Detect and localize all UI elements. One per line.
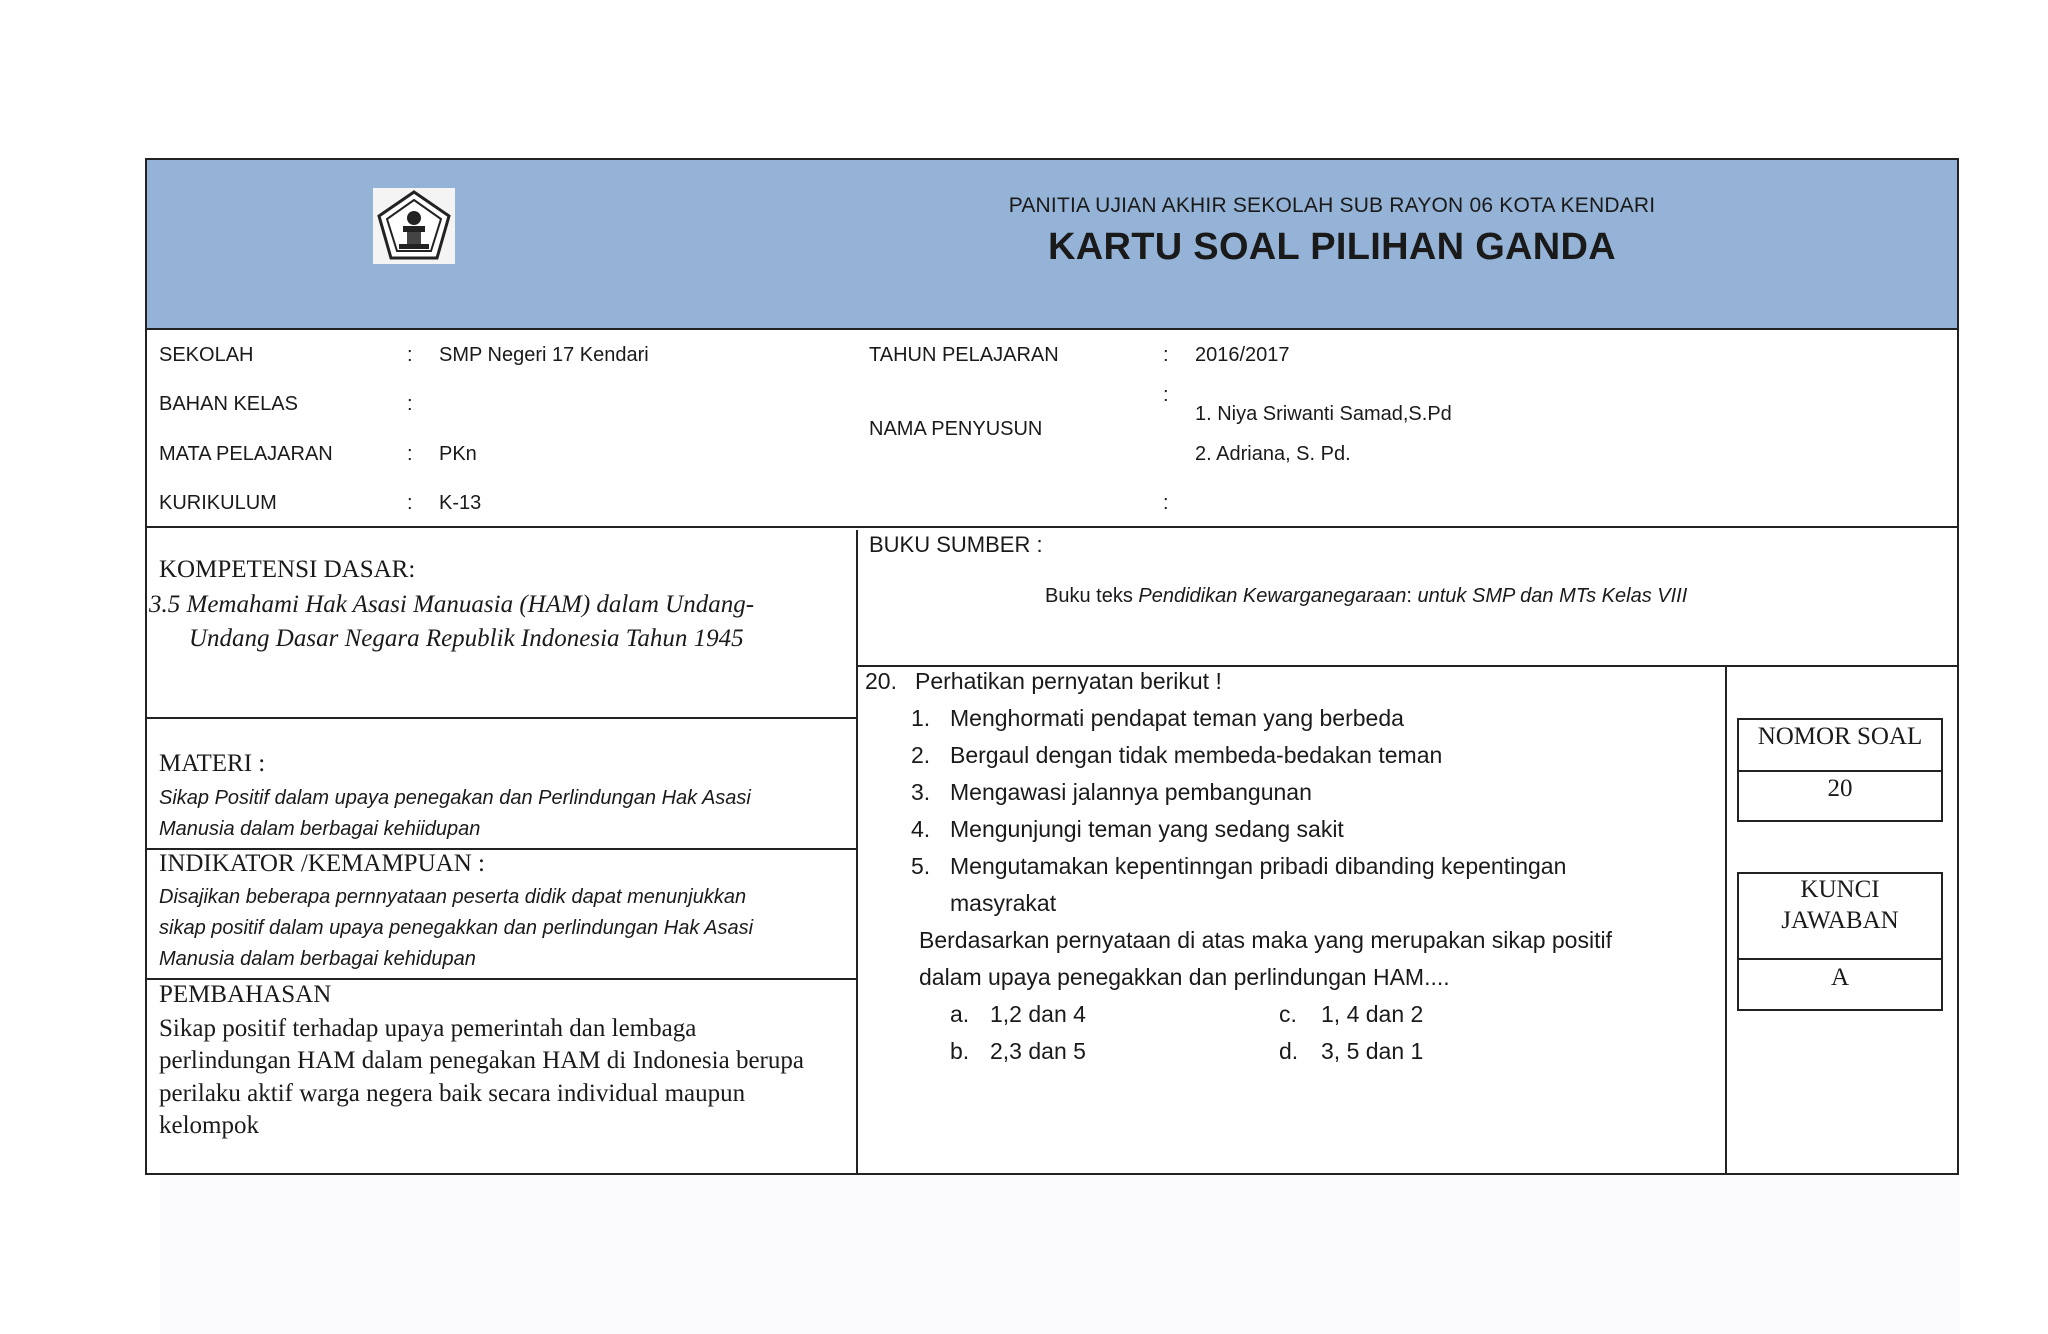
question-prompt-line2: dalam upaya penegakkan dan perlindungan HAM.... (919, 964, 1450, 990)
side-divider (1725, 665, 1727, 1175)
pembahasan-title: PEMBAHASAN (159, 981, 332, 1008)
kompetensi-title: KOMPETENSI DASAR: (159, 556, 416, 583)
kompetensi-line1: 3.5 Memahami Hak Asasi Manuasia (HAM) dalam Undang- (149, 591, 755, 618)
info-block (147, 332, 1957, 528)
penyusun-label: NAMA PENYUSUN (869, 418, 1043, 440)
kurikulum-value: K-13 (439, 492, 482, 514)
colon: : (407, 393, 413, 415)
colon: : (407, 492, 413, 514)
question-stem: Perhatikan pernyatan berikut ! (915, 668, 1222, 694)
pembahasan-line3: perilaku aktif warga negera baik secara individual maupun (159, 1080, 746, 1107)
box-divider (1739, 958, 1941, 960)
statement-number: 3. (911, 779, 931, 805)
colon: : (407, 344, 413, 366)
option-letter: c. (1279, 1001, 1297, 1027)
column-divider (856, 530, 858, 1175)
kunci-label-line1: KUNCI (1800, 876, 1880, 903)
colon: : (1163, 344, 1169, 366)
materi-title: MATERI : (159, 750, 266, 777)
buku-prefix: Buku teks (1045, 585, 1139, 607)
mapel-value: PKn (439, 443, 477, 465)
header-subtitle: PANITIA UJIAN AKHIR SEKOLAH SUB RAYON 06 KOTA KENDARI (1008, 194, 1656, 217)
statement-text: Mengunjungi teman yang sedang sakit (950, 816, 1344, 842)
tahun-label: TAHUN PELAJARAN (869, 344, 1059, 366)
pembahasan-line4: kelompok (159, 1112, 259, 1139)
emblem-icon (373, 188, 455, 264)
indikator-divider (147, 978, 856, 980)
statement-number: 1. (911, 705, 931, 731)
pembahasan-line2: perlindungan HAM dalam penegakan HAM di Indonesia berupa (159, 1047, 804, 1074)
card-header (147, 160, 1957, 330)
buku-italic: Pendidikan Kewarganegaraan (1138, 585, 1407, 607)
statement-text: Mengawasi jalannya pembangunan (950, 779, 1312, 805)
indikator-line1: Disajikan beberapa pernnyataan peserta didik dapat menunjukkan (159, 886, 747, 908)
nomor-soal-box (1737, 718, 1943, 822)
buku-divider (856, 665, 1957, 667)
materi-line1: Sikap Positif dalam upaya penegakan dan Perlindungan Hak Asasi (159, 787, 751, 809)
statement-text: Menghormati pendapat teman yang berbeda (950, 705, 1404, 731)
option-letter: b. (950, 1038, 970, 1064)
statement-continuation: masyrakat (950, 890, 1057, 916)
colon: : (1163, 492, 1169, 514)
header-title: KARTU SOAL PILIHAN GANDA (1047, 226, 1617, 268)
buku-italic2: untuk SMP dan MTs Kelas VIII (1417, 585, 1688, 607)
kompetensi-divider (147, 717, 856, 719)
penyusun-2: 2. Adriana, S. Pd. (1195, 443, 1351, 465)
option-text: 3, 5 dan 1 (1321, 1038, 1424, 1064)
statement-number: 5. (911, 853, 931, 879)
box-divider (1739, 770, 1941, 772)
indikator-title: INDIKATOR /KEMAMPUAN : (159, 850, 485, 877)
option-text: 1, 4 dan 2 (1321, 1001, 1424, 1027)
kunci-value: A (1830, 964, 1850, 991)
kompetensi-line2: Undang Dasar Negara Republik Indonesia Tahun 1945 (189, 625, 744, 652)
colon: : (1163, 384, 1169, 406)
nomor-soal-value: 20 (1827, 775, 1853, 802)
statement-number: 2. (911, 742, 931, 768)
question-card (145, 158, 1959, 1175)
option-text: 1,2 dan 4 (990, 1001, 1086, 1027)
indikator-line2: sikap positif dalam upaya penegakkan dan perlindungan Hak Asasi (159, 917, 754, 939)
indikator-line3: Manusia dalam berbagai kehidupan (159, 948, 476, 970)
sekolah-value: SMP Negeri 17 Kendari (439, 344, 649, 366)
buku-mid: : (1406, 585, 1418, 607)
sekolah-label: SEKOLAH (159, 344, 254, 366)
statement-text: Bergaul dengan tidak membeda-bedakan teman (950, 742, 1443, 768)
page-background-shade (160, 1175, 1960, 1334)
statement-number: 4. (911, 816, 931, 842)
materi-line2: Manusia dalam berbagai kehiidupan (159, 818, 481, 840)
bahan-kelas-label: BAHAN KELAS (159, 393, 298, 415)
pembahasan-line1: Sikap positif terhadap upaya pemerintah dan lembaga (159, 1015, 697, 1042)
school-logo (373, 188, 455, 264)
penyusun-1: 1. Niya Sriwanti Samad,S.Pd (1195, 403, 1452, 425)
nomor-soal-label: NOMOR SOAL (1757, 723, 1923, 750)
buku-text (1045, 585, 1687, 608)
option-text: 2,3 dan 5 (990, 1038, 1086, 1064)
option-letter: a. (950, 1001, 970, 1027)
question-prompt-line1: Berdasarkan pernyataan di atas maka yang merupakan sikap positif (919, 927, 1612, 953)
kunci-label-line2: JAWABAN (1781, 907, 1899, 934)
question-number: 20. (865, 668, 897, 694)
buku-title: BUKU SUMBER : (869, 532, 1043, 557)
kunci-jawaban-box (1737, 872, 1943, 1011)
kurikulum-label: KURIKULUM (159, 492, 277, 514)
tahun-value: 2016/2017 (1195, 344, 1290, 366)
mapel-label: MATA PELAJARAN (159, 443, 333, 465)
statement-text: Mengutamakan kepentinngan pribadi dibanding kepentingan (950, 853, 1567, 879)
option-letter: d. (1279, 1038, 1299, 1064)
colon: : (407, 443, 413, 465)
